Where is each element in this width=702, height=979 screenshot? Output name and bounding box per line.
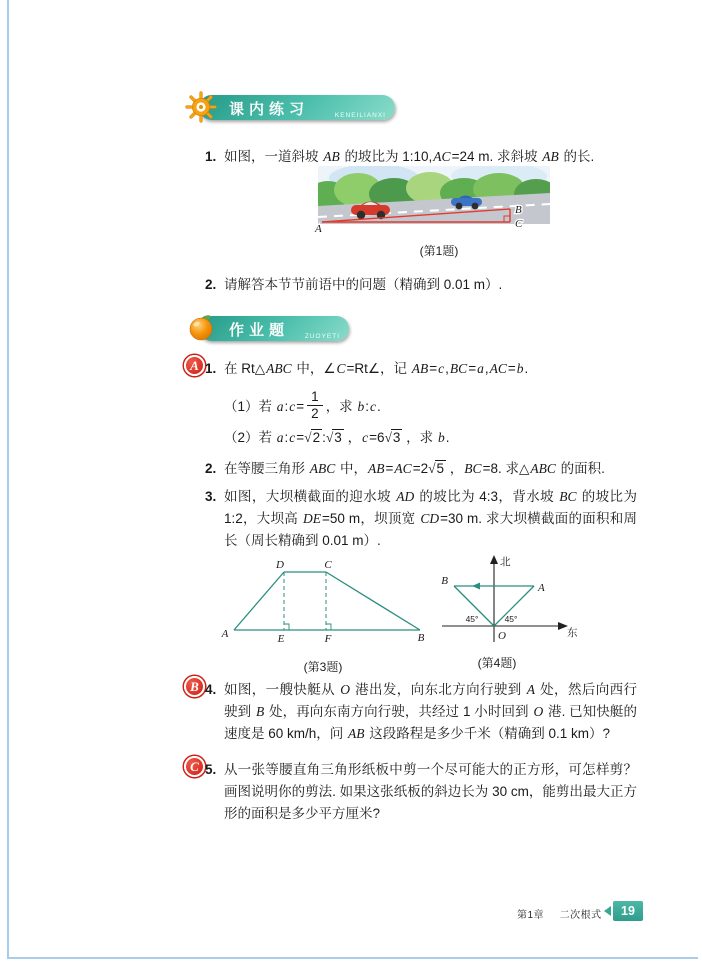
footer-chapter-label: 第1章 xyxy=(517,910,545,921)
difficulty-badge-a: A xyxy=(184,355,205,376)
trapezoid-drawing xyxy=(218,556,428,650)
sub-question-text: （1）若 a:c= $\frac{1}{2}$ ，求 b:c. xyxy=(224,389,381,422)
problem-number: 2. xyxy=(205,277,217,292)
homework-section-title: 作业题 xyxy=(229,322,290,339)
west-direction-arrowhead xyxy=(472,583,480,590)
problem-text: 请解答本节节前语中的问题（精确到 0.01 m）. xyxy=(224,277,503,292)
height-dashed-lines xyxy=(284,572,326,630)
classwork-section-title: 课内练习 xyxy=(229,101,310,118)
angle-left-label: 45° xyxy=(465,614,479,624)
classwork-problem-1 xyxy=(205,146,637,168)
right-angle-marks xyxy=(284,624,331,630)
problem-number: 5. xyxy=(205,762,217,777)
problem-text: 从一张等腰直角三角形纸板中剪一个尽可能大的正方形，可怎样剪？画图说明你的剪法. 如果这张纸板的斜边长为 30 cm，能剪出最大正方形的面积是多少平方厘米? xyxy=(224,762,637,821)
problem-text: 如图，一艘快艇从 O 港出发，向东北方向行驶到 A 处，然后向西行驶到 B 处，再向东南方向行驶，共经过 1 小时回到 O 港. 已知快艇的速度是 60 km/h，问 AB 这段路程是多少千米（精确到 0.1 km）? xyxy=(224,682,637,741)
trapezoid-outline xyxy=(234,572,420,630)
slope-road-drawing xyxy=(314,166,564,234)
point-label-C: C xyxy=(324,559,332,571)
east-label: 东 xyxy=(567,627,578,639)
homework-section-banner xyxy=(199,316,349,341)
point-label-F: F xyxy=(324,633,332,645)
point-label-B: B xyxy=(417,632,425,644)
sun-flower-icon xyxy=(185,91,217,123)
compass-drawing xyxy=(412,550,582,646)
point-label-B: B xyxy=(515,204,522,216)
figure-boat-course xyxy=(412,550,582,671)
sub-question-text: （2）若 a:c=√ 2 :√ 3 ，c=6√ 3 ，求 b. xyxy=(224,430,450,445)
figure-4-caption: (第4题) xyxy=(477,656,517,670)
figure-3-caption: (第3题) xyxy=(303,660,343,674)
north-label: 北 xyxy=(500,556,511,568)
figure-slope-road xyxy=(314,166,564,259)
page-bottom-border-line xyxy=(7,957,698,959)
problem-number: 1. xyxy=(205,361,217,376)
problem-text: 如图，一道斜坡 AB 的坡比为 1:10,AC=24 m. 求斜坡 AB 的长. xyxy=(224,149,595,164)
page-number: 19 xyxy=(613,901,643,921)
homework-problem-5 xyxy=(205,759,637,825)
homework-problem-4 xyxy=(205,679,637,745)
classwork-section-banner xyxy=(199,95,395,120)
figure-dam-trapezoid xyxy=(218,556,428,675)
classwork-section-subtitle: KENEILIANXI xyxy=(334,112,386,119)
page-left-border-line xyxy=(7,0,9,958)
point-label-C: C xyxy=(515,218,523,230)
homework-problem-2 xyxy=(205,458,637,480)
figure-1-caption: (第1题) xyxy=(419,244,459,258)
angle-right-label: 45° xyxy=(504,614,518,624)
homework-problem-1-sub-2 xyxy=(224,427,449,449)
point-label-A: A xyxy=(221,628,229,640)
problem-number: 4. xyxy=(205,682,217,697)
orange-fruit-icon xyxy=(185,312,217,344)
point-label-E: E xyxy=(277,633,285,645)
point-label-A: A xyxy=(315,223,322,234)
problem-text: 在 Rt△ABC 中，∠C=Rt∠，记 AB=c,BC=a,AC=b. xyxy=(224,361,529,376)
problem-number: 2. xyxy=(205,461,217,476)
problem-number: 1. xyxy=(205,149,217,164)
point-label-D: D xyxy=(276,559,284,571)
homework-section-subtitle: ZUOYETI xyxy=(304,333,340,340)
homework-problem-1-sub-1 xyxy=(224,389,381,423)
page-number-arrow xyxy=(604,906,611,916)
problem-text: 在等腰三角形 ABC 中，AB=AC=2√ 5 ，BC=8. 求△ABC 的面积. xyxy=(224,461,605,476)
north-arrowhead xyxy=(490,555,498,564)
footer-chapter-line xyxy=(517,906,602,921)
difficulty-badge-b: B xyxy=(184,676,205,697)
difficulty-badge-c: C xyxy=(184,756,205,777)
problem-text: 如图，大坝横截面的迎水坡 AD 的坡比为 4:3，背水坡 BC 的坡比为 1:2，大坝高 DE=50 m，坝顶宽 CD=30 m. 求大坝横截面的面积和周长（周长精确到 0.01 m）. xyxy=(224,489,637,548)
homework-problem-3 xyxy=(205,486,637,552)
homework-problem-1 xyxy=(205,358,637,380)
classwork-problem-2 xyxy=(205,274,637,296)
point-label-B: B xyxy=(441,575,448,587)
point-label-O: O xyxy=(498,630,506,642)
point-label-A: A xyxy=(538,582,545,594)
problem-number: 3. xyxy=(205,489,217,504)
footer-chapter-title: 二次根式 xyxy=(559,910,602,921)
